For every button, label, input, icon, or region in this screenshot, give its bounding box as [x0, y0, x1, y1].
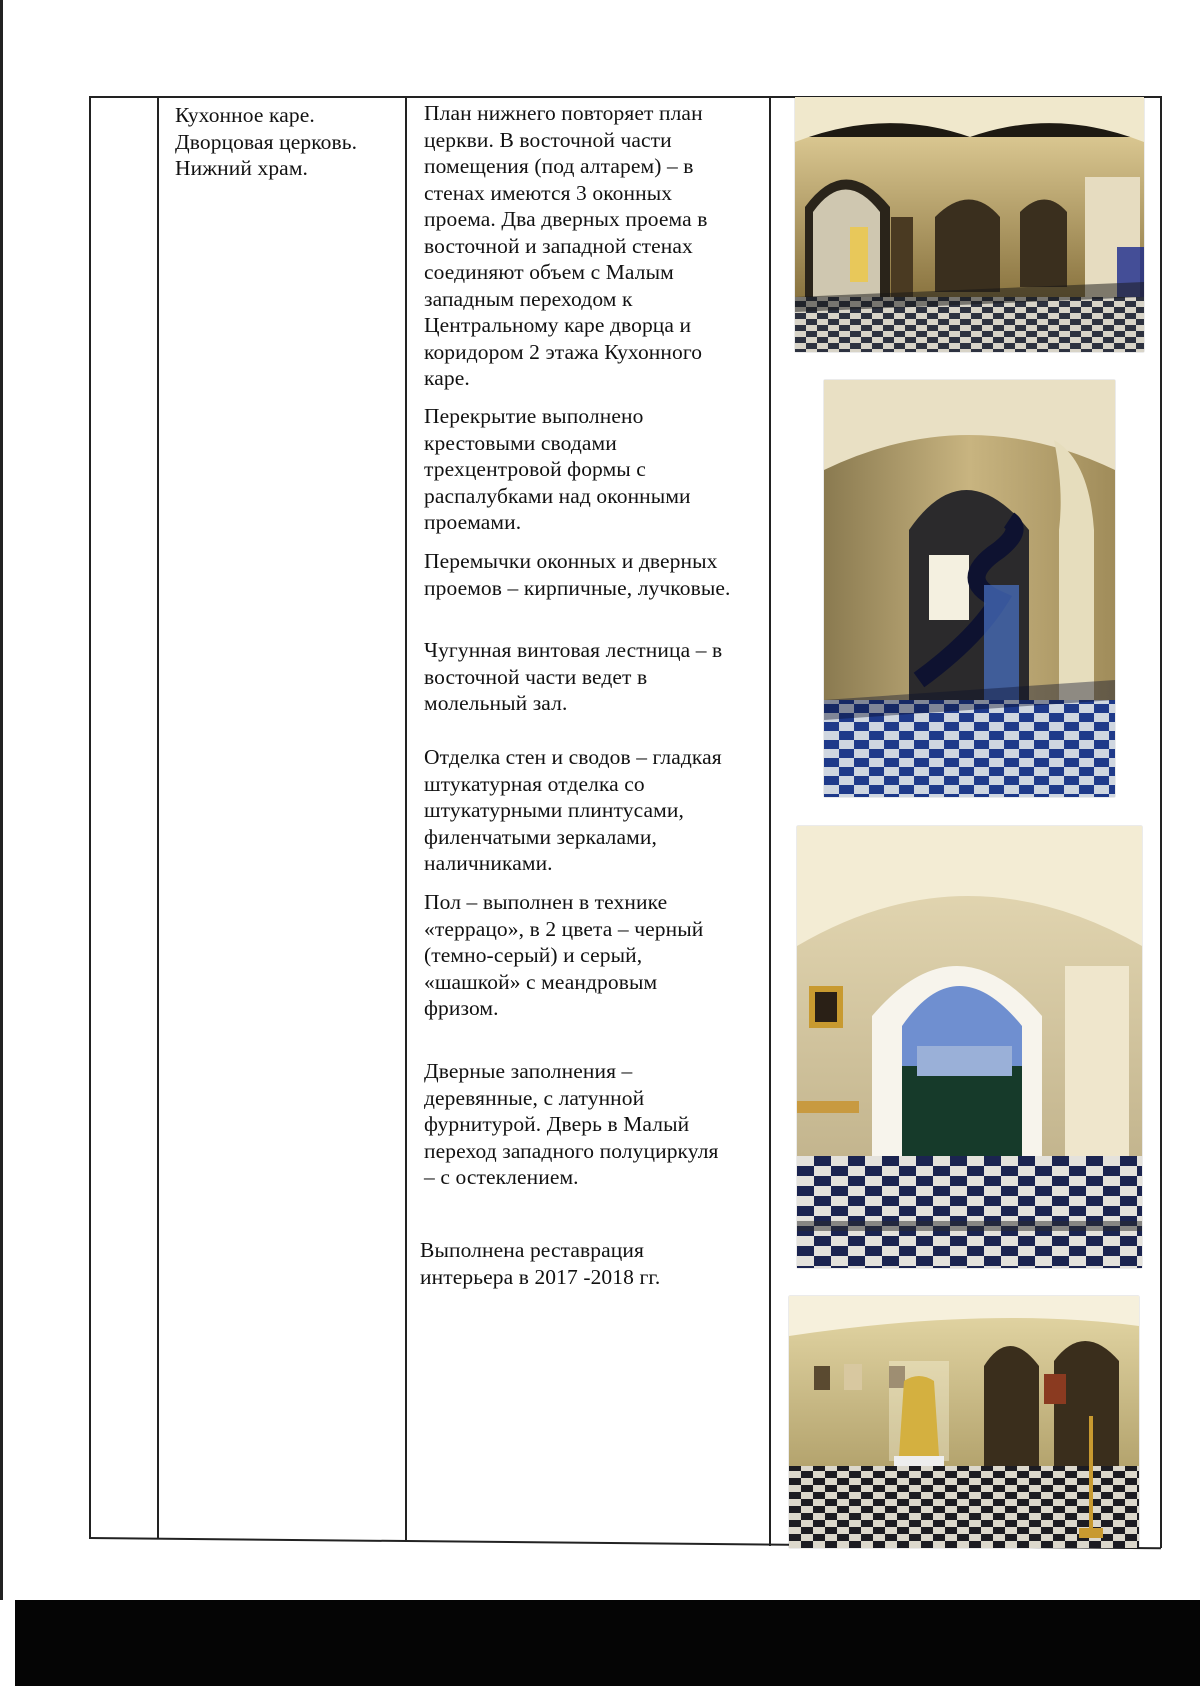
description-line: (темно-серый) и серый, — [424, 943, 643, 967]
table-divider-1 — [157, 96, 159, 1538]
object-name-line: Дворцовая церковь. — [175, 129, 358, 154]
description-line: восточной и западной стенах — [424, 233, 693, 258]
description-line: крестовыми сводами — [424, 430, 617, 455]
description-line: стенах имеются 3 оконных — [424, 180, 673, 205]
description-line: деревянные, с латунной — [424, 1085, 645, 1110]
description-line: Центральному каре дворца и — [424, 313, 692, 337]
description-line: распалубками над оконными — [424, 483, 691, 508]
description-line: Перекрытие выполнено — [424, 404, 644, 428]
table-border-right — [1160, 96, 1162, 1548]
description-line: фризом. — [424, 996, 499, 1020]
description-paragraph — [424, 744, 774, 877]
description-line: восточной части ведет в — [424, 664, 648, 689]
description-line: Пол – выполнен в технике — [424, 890, 668, 914]
scan-bottom-bar — [15, 1600, 1200, 1686]
description-line: Перемычки оконных и дверных — [424, 549, 718, 573]
description-line: проемов – кирпичные, лучковые. — [424, 575, 731, 600]
description-paragraph — [420, 1237, 770, 1290]
description-paragraph — [424, 100, 774, 392]
description-line: Чугунная винтовая лестница – в — [424, 638, 723, 662]
vestment-display-photo — [789, 1296, 1139, 1548]
spiral-staircase-photo — [824, 380, 1115, 797]
description-paragraph — [424, 403, 774, 536]
arched-hall-photo — [795, 97, 1144, 352]
description-line: наличниками. — [424, 851, 553, 875]
description-line: Отделка стен и сводов – гладкая — [424, 745, 722, 769]
description-line: помещения (под алтарем) – в — [424, 154, 694, 178]
description-line: коридором 2 этажа Кухонного — [424, 339, 703, 364]
description-line: «шашкой» с меандровым — [424, 969, 658, 994]
description-line: – с остеклением. — [424, 1165, 579, 1189]
description-line: каре. — [424, 366, 470, 390]
description-line: штукатурная отделка со — [424, 771, 645, 796]
description-line: молельный зал. — [424, 691, 568, 715]
description-line: Дверные заполнения – — [424, 1059, 633, 1083]
description-line: переход западного полуциркуля — [424, 1138, 719, 1163]
description-paragraph — [424, 889, 774, 1022]
description-line: проемами. — [424, 510, 522, 534]
description-line: штукатурными плинтусами, — [424, 798, 684, 822]
description-paragraph — [424, 637, 774, 717]
description-line: западным переходом к — [424, 286, 633, 311]
description-line: Выполнена реставрация — [420, 1238, 644, 1262]
description-line: соединяют объем с Малым — [424, 260, 674, 284]
description-line: проема. Два дверных проема в — [424, 207, 708, 231]
description-line: церкви. В восточной части — [424, 127, 672, 152]
description-line: фурнитурой. Дверь в Малый — [424, 1112, 690, 1136]
description-line: филенчатыми зеркалами, — [424, 824, 657, 849]
table-border-left — [89, 96, 91, 1538]
arched-passage-photo — [797, 826, 1142, 1268]
description-line: трехцентровой формы с — [424, 457, 646, 481]
description-paragraph — [424, 548, 774, 601]
object-name-cell — [175, 102, 405, 182]
description-line: План нижнего повторяет план — [424, 101, 703, 125]
description-line: «террацо», в 2 цвета – черный — [424, 916, 704, 941]
object-name-line: Нижний храм. — [175, 156, 309, 180]
description-line: интерьера в 2017 -2018 гг. — [420, 1264, 661, 1289]
object-name-line: Кухонное каре. — [175, 103, 315, 127]
description-paragraph — [424, 1058, 774, 1191]
table-divider-2 — [405, 96, 407, 1542]
